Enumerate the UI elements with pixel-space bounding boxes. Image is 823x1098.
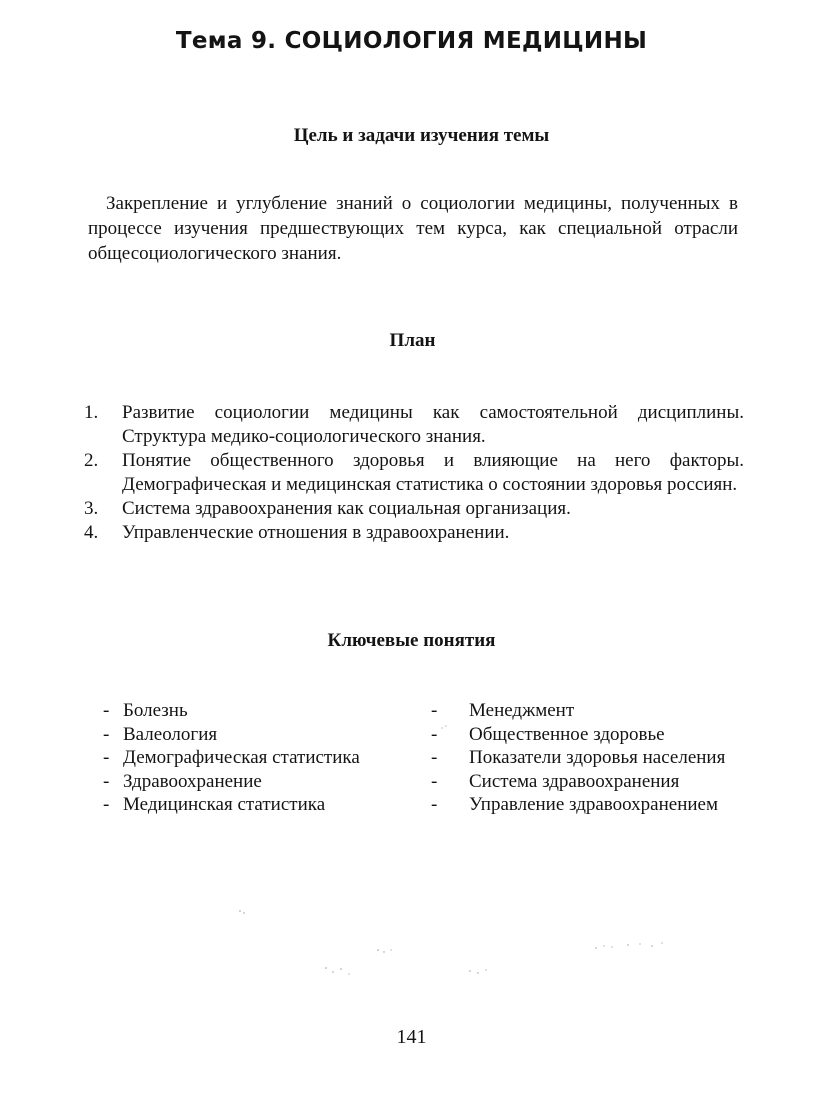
key-concept-text: Медицинская статистика	[123, 794, 326, 815]
list-dash: -	[431, 747, 438, 768]
list-dash: -	[431, 794, 438, 815]
key-concept-item	[431, 770, 751, 794]
key-concept-item	[431, 746, 751, 770]
key-concept-text: Болезнь	[123, 700, 188, 721]
key-concept-text: Показатели здоровья населения	[469, 747, 726, 768]
plan-item-2	[84, 449, 744, 497]
plan-item-number: 2.	[84, 450, 99, 471]
plan-item-4	[84, 521, 744, 545]
list-dash: -	[103, 747, 110, 768]
list-dash: -	[103, 794, 110, 815]
key-concepts-left-column	[103, 699, 413, 817]
plan-item-number: 4.	[84, 522, 99, 543]
key-concept-text: Система здравоохранения	[469, 770, 680, 792]
key-concept-item	[431, 723, 751, 747]
key-concept-text: Общественное здоровье	[469, 723, 665, 745]
key-concept-text: Демографическая статистика	[123, 747, 360, 768]
key-concept-item	[103, 793, 413, 817]
key-concept-text: Здравоохранение	[123, 770, 262, 792]
goal-heading: Цель и задачи изучения темы	[293, 125, 550, 146]
plan-item-text: Система здравоохранения как социальная организация.	[122, 498, 571, 519]
plan-list	[84, 401, 744, 545]
list-dash: -	[103, 700, 110, 721]
list-dash: -	[103, 723, 110, 745]
list-dash: -	[431, 700, 438, 721]
key-concepts-heading: Ключевые понятия	[327, 630, 496, 651]
plan-item-1	[84, 401, 744, 449]
plan-item-text: Развитие социологии медицины как самостоятельной дисциплины. Структура медико-социологического знания.	[122, 402, 744, 447]
list-dash: -	[431, 723, 438, 745]
plan-item-text: Управленческие отношения в здравоохранении.	[122, 522, 510, 543]
key-concept-text: Управление здравоохранением	[469, 794, 718, 815]
plan-item-number: 3.	[84, 498, 99, 519]
plan-heading: План	[389, 330, 436, 351]
page-number: 141	[396, 1026, 427, 1048]
goal-paragraph: Закрепление и углубление знаний о социологии медицины, полученных в процессе изучения предшествующих тем курса, как специальной отрасли общесоциологического знания.	[88, 193, 738, 264]
key-concept-item	[103, 746, 413, 770]
key-concept-item	[431, 699, 751, 723]
plan-item-number: 1.	[84, 402, 99, 423]
key-concept-text: Валеология	[123, 723, 218, 745]
key-concept-item	[431, 793, 751, 817]
key-concept-item	[103, 723, 413, 747]
list-dash: -	[103, 770, 110, 792]
key-concept-text: Менеджмент	[469, 700, 575, 721]
list-dash: -	[431, 770, 438, 792]
key-concept-item	[103, 770, 413, 794]
plan-item-text: Понятие общественного здоровья и влияющие на него факторы. Демографическая и медицинская статистика о состоянии здоровья россиян.	[122, 450, 744, 495]
key-concepts-right-column	[431, 699, 751, 817]
topic-title: Тема 9. СОЦИОЛОГИЯ МЕДИЦИНЫ	[175, 28, 648, 54]
plan-item-3	[84, 497, 744, 521]
key-concept-item	[103, 699, 413, 723]
